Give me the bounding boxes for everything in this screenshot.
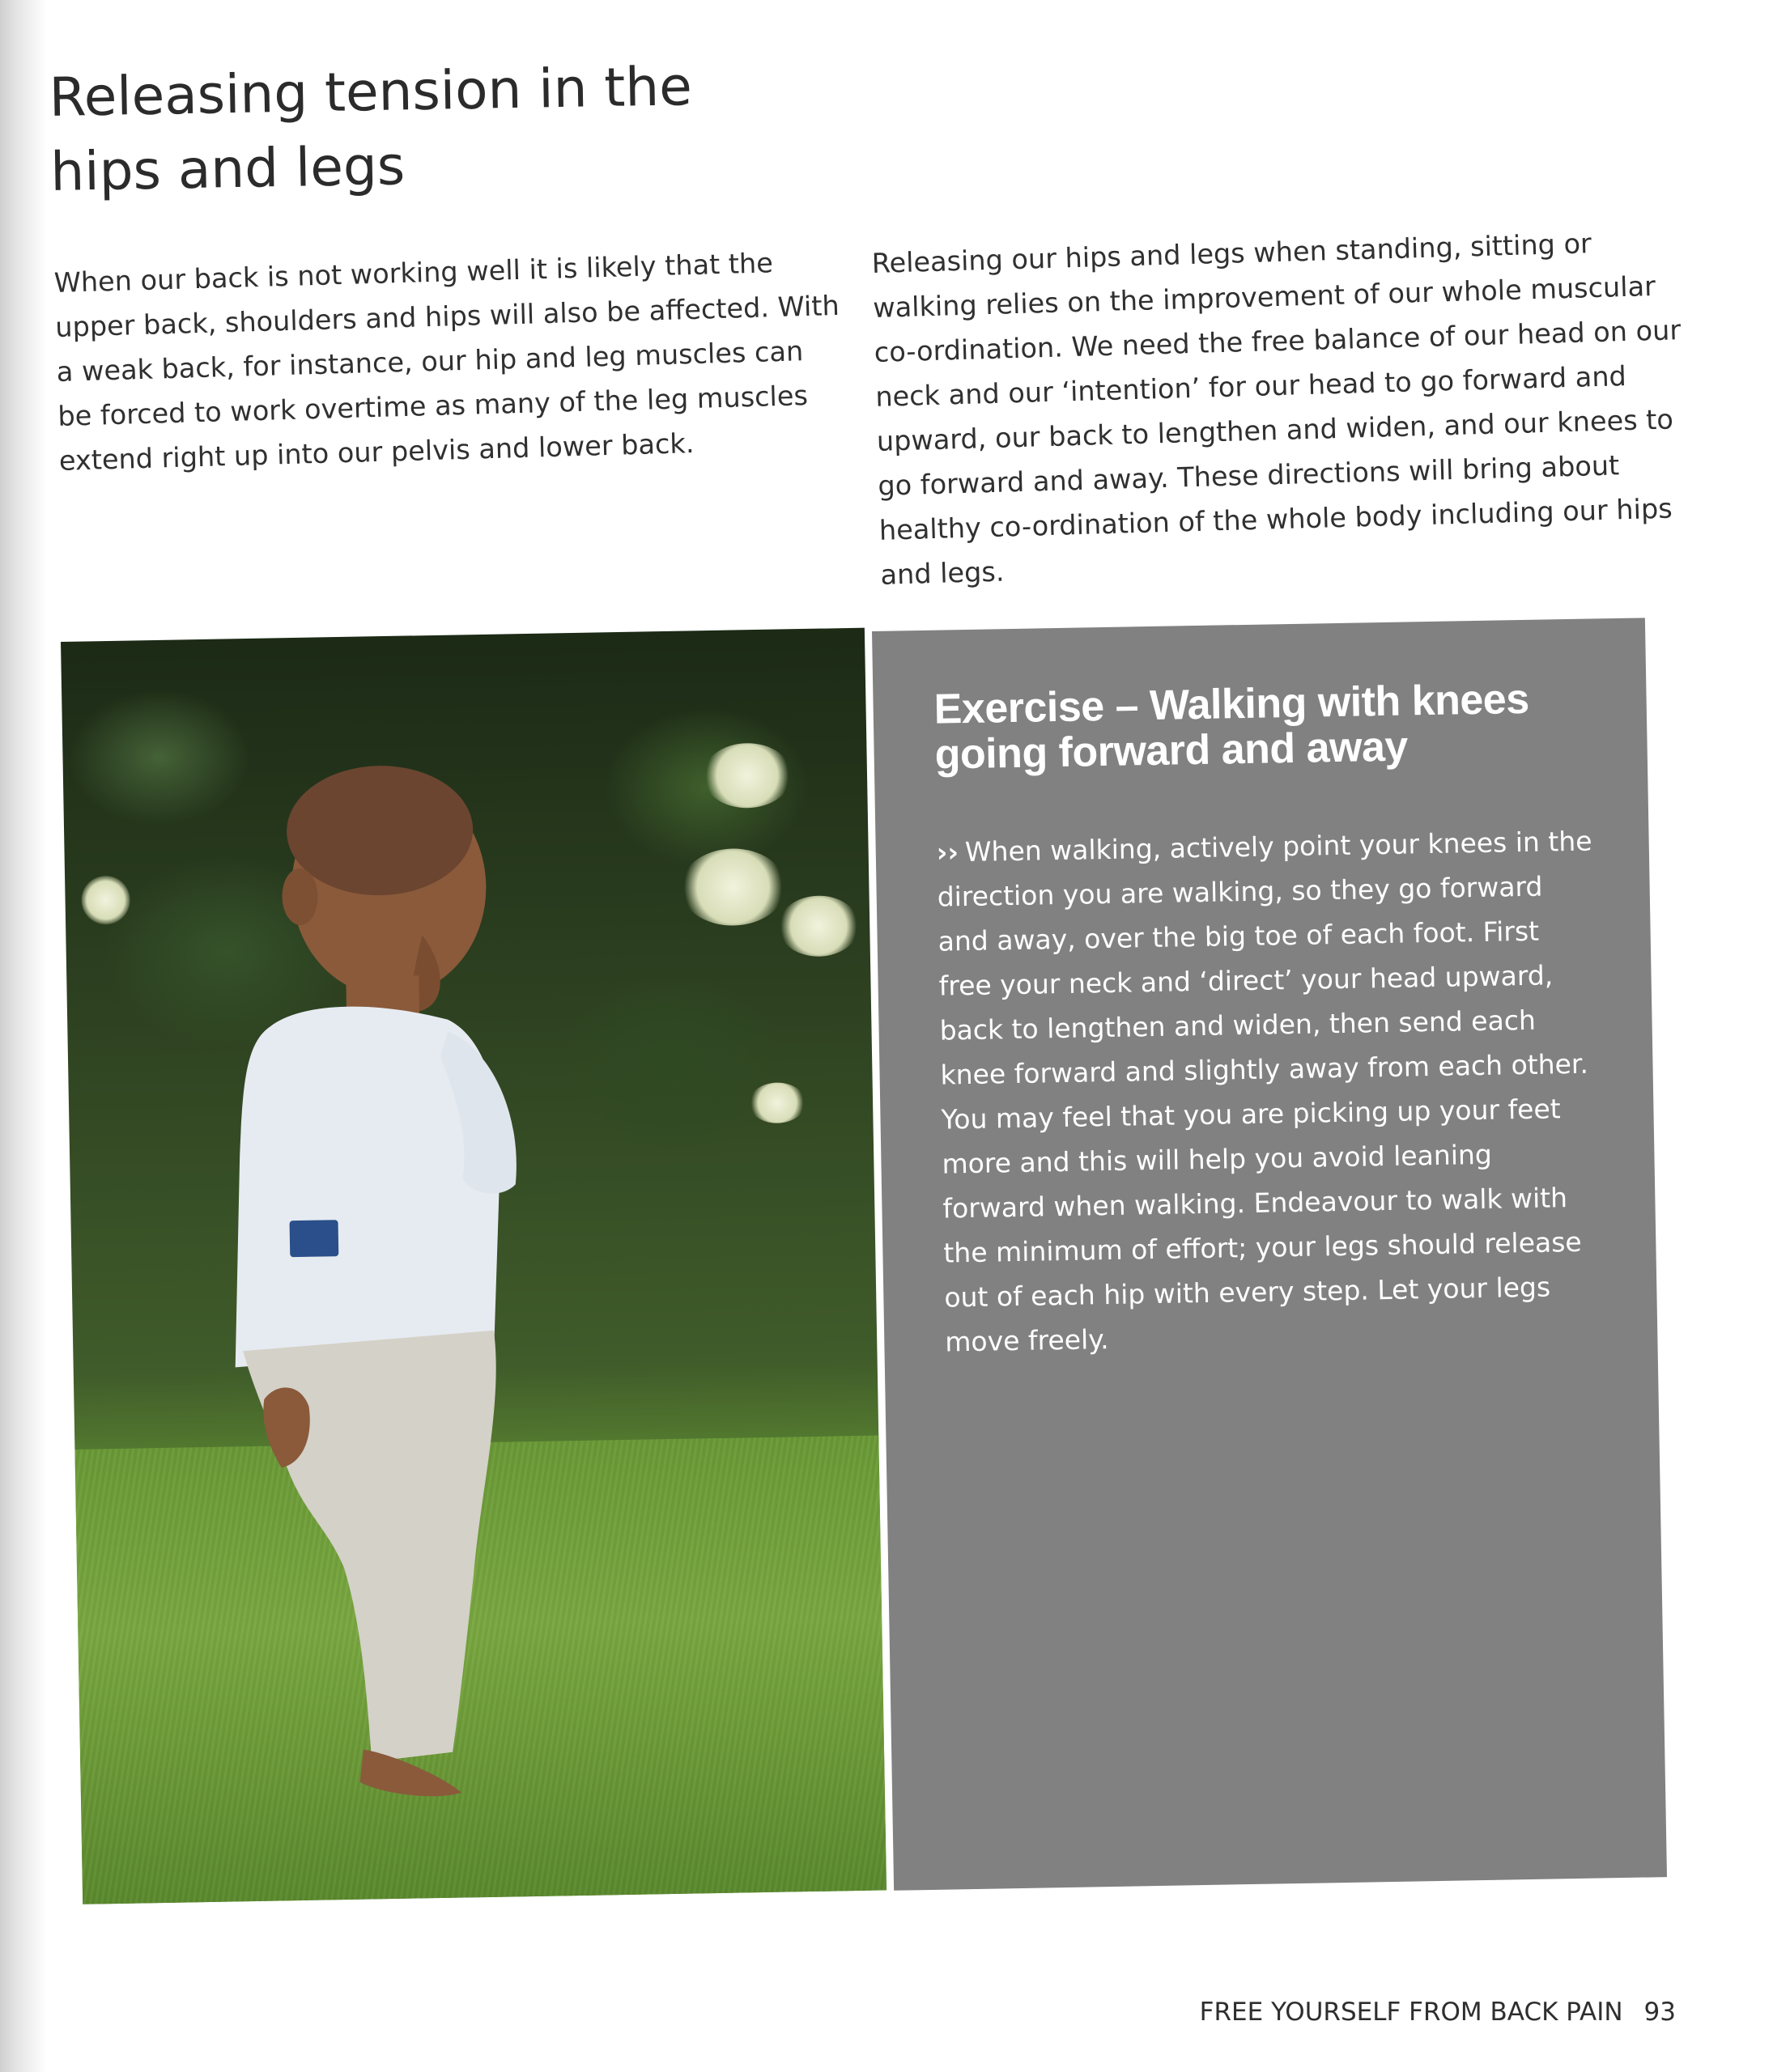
intro-paragraph-left: When our back is not working well it is likely that the upper back, shoulders and hips will also be affected. With a weak back, for instance, our hip and leg muscles can be forced to work overtime as many of the leg muscles extend right up into our pelvis and lower back.	[53, 247, 840, 477]
page-number: 93	[1643, 1998, 1676, 2027]
toddler-walking-photo	[61, 628, 886, 1904]
exercise-panel	[872, 618, 1667, 1890]
double-chevron-icon: ››	[936, 836, 959, 868]
book-title: FREE YOURSELF FROM BACK PAIN	[1199, 1998, 1623, 2027]
page-title: Releasing tension in the hips and legs	[49, 55, 693, 203]
running-footer	[1200, 1998, 1676, 2027]
intro-paragraph-right: Releasing our hips and legs when standing, sitting or walking relies on the improvement of our whole muscular co-ordination. We need the free balance of our head on our neck and our ‘intention’ for our head to go forward and upward, our back to lengthen and widen, and our knees to go forward and away. These directions will bring about healthy co-ordination of the whole body including our hips and legs.	[871, 227, 1682, 591]
book-spine-shadow	[0, 0, 47, 2072]
exercise-body-text: When walking, actively point your knees in the direction you are walking, so they go forward and away, over the big toe of each foot. First free your neck and ‘direct’ your head upward, back to lengthen and widen, then send each knee forward and slightly away from each other. You may feel that you are picking up your feet more and this will help you avoid leaning forward when walking. Endeavour to walk with the minimum of effort; your legs should release out of each hip with every step. Let your legs move freely.	[937, 825, 1592, 1358]
exercise-title: Exercise – Walking with knees going forward and away	[933, 675, 1530, 779]
exercise-instructions	[936, 818, 1602, 1364]
toddler-figure	[176, 728, 713, 1837]
